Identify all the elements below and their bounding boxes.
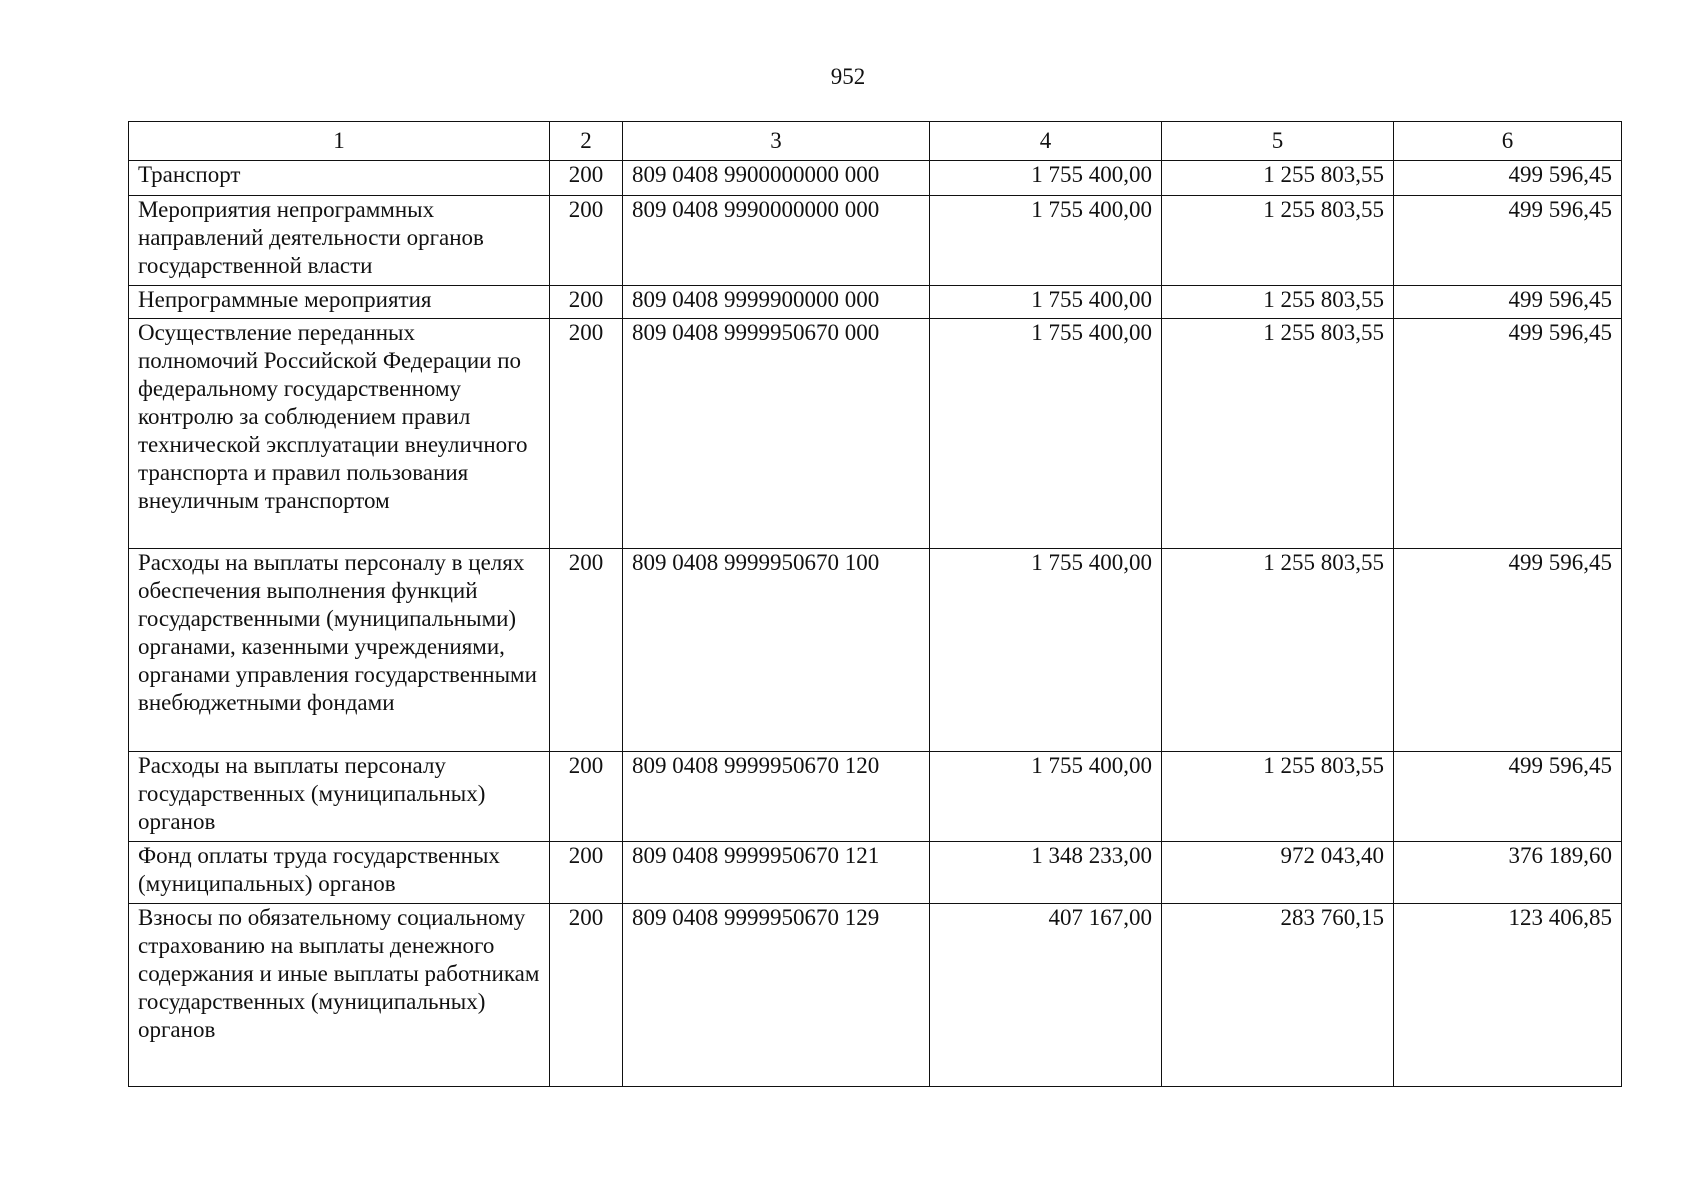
column-header: 6 — [1394, 122, 1622, 161]
row-code: 200 — [550, 286, 623, 319]
row-name: Транспорт — [129, 161, 550, 196]
row-name: Расходы на выплаты персоналу в целях обеспечения выполнения функций государственными (муниципальными) органами, казенными учреждениями, органами управления государственными внебюджетными фондами — [129, 549, 550, 752]
row-col4: 1 755 400,00 — [930, 196, 1162, 286]
row-kbk: 809 0408 9999950670 000 — [623, 319, 930, 549]
row-col5: 1 255 803,55 — [1162, 549, 1394, 752]
row-code: 200 — [550, 196, 623, 286]
row-kbk: 809 0408 9900000000 000 — [623, 161, 930, 196]
table-row — [129, 904, 1622, 1087]
row-col5: 1 255 803,55 — [1162, 752, 1394, 842]
row-name: Мероприятия непрограммных направлений деятельности органов государственной власти — [129, 196, 550, 286]
budget-table — [128, 121, 1622, 1087]
row-col6: 376 189,60 — [1394, 842, 1622, 904]
row-code: 200 — [550, 842, 623, 904]
table-row — [129, 196, 1622, 286]
row-col4: 1 755 400,00 — [930, 319, 1162, 549]
row-name: Взносы по обязательному социальному страхованию на выплаты денежного содержания и иные выплаты работникам государственных (муниципальных) органов — [129, 904, 550, 1087]
row-name: Осуществление переданных полномочий Российской Федерации по федеральному государственному контролю за соблюдением правил технической эксплуатации внеуличного транспорта и правил пользования внеуличным транспортом — [129, 319, 550, 549]
column-header: 3 — [623, 122, 930, 161]
row-code: 200 — [550, 161, 623, 196]
row-name: Расходы на выплаты персоналу государственных (муниципальных) органов — [129, 752, 550, 842]
table-row — [129, 752, 1622, 842]
row-col6: 499 596,45 — [1394, 549, 1622, 752]
row-kbk: 809 0408 9999950670 129 — [623, 904, 930, 1087]
row-name: Фонд оплаты труда государственных (муниципальных) органов — [129, 842, 550, 904]
row-col5: 1 255 803,55 — [1162, 319, 1394, 549]
table-row — [129, 161, 1622, 196]
row-kbk: 809 0408 9999950670 100 — [623, 549, 930, 752]
row-col4: 1 755 400,00 — [930, 549, 1162, 752]
row-col4: 407 167,00 — [930, 904, 1162, 1087]
page-number: 952 — [830, 64, 866, 89]
row-col6: 499 596,45 — [1394, 286, 1622, 319]
column-header: 1 — [129, 122, 550, 161]
row-col4: 1 348 233,00 — [930, 842, 1162, 904]
table-row — [129, 319, 1622, 549]
table-header-row — [129, 122, 1622, 161]
column-header: 4 — [930, 122, 1162, 161]
row-code: 200 — [550, 319, 623, 549]
table-row — [129, 549, 1622, 752]
column-header: 5 — [1162, 122, 1394, 161]
row-code: 200 — [550, 904, 623, 1087]
row-col4: 1 755 400,00 — [930, 161, 1162, 196]
table-row — [129, 842, 1622, 904]
row-code: 200 — [550, 549, 623, 752]
row-col4: 1 755 400,00 — [930, 286, 1162, 319]
row-kbk: 809 0408 9999900000 000 — [623, 286, 930, 319]
row-col6: 499 596,45 — [1394, 161, 1622, 196]
row-col6: 499 596,45 — [1394, 196, 1622, 286]
row-col6: 499 596,45 — [1394, 752, 1622, 842]
column-header: 2 — [550, 122, 623, 161]
row-kbk: 809 0408 9999950670 120 — [623, 752, 930, 842]
row-col6: 499 596,45 — [1394, 319, 1622, 549]
row-col5: 1 255 803,55 — [1162, 196, 1394, 286]
row-name: Непрограммные мероприятия — [129, 286, 550, 319]
row-col5: 1 255 803,55 — [1162, 286, 1394, 319]
table-row — [129, 286, 1622, 319]
row-kbk: 809 0408 9990000000 000 — [623, 196, 930, 286]
row-kbk: 809 0408 9999950670 121 — [623, 842, 930, 904]
row-col5: 972 043,40 — [1162, 842, 1394, 904]
row-code: 200 — [550, 752, 623, 842]
row-col6: 123 406,85 — [1394, 904, 1622, 1087]
row-col5: 1 255 803,55 — [1162, 161, 1394, 196]
row-col4: 1 755 400,00 — [930, 752, 1162, 842]
row-col5: 283 760,15 — [1162, 904, 1394, 1087]
